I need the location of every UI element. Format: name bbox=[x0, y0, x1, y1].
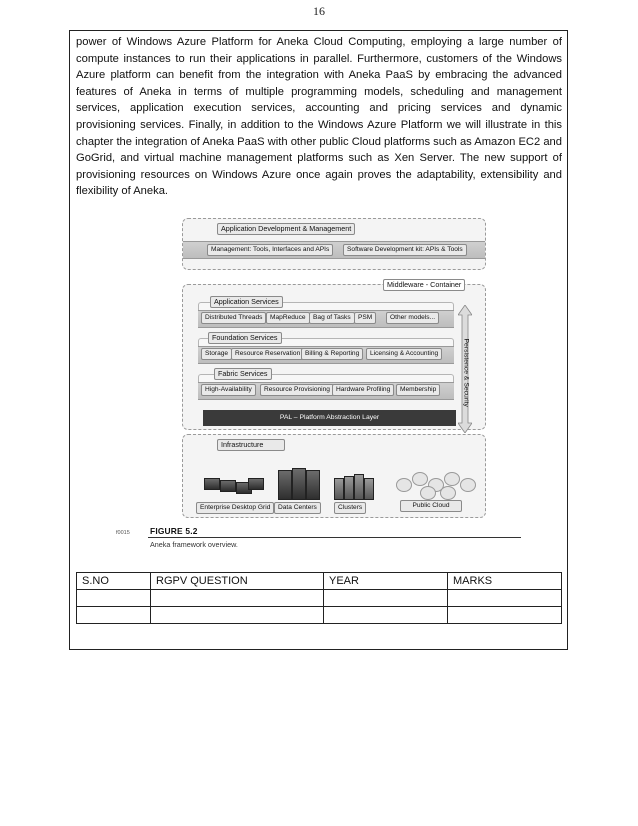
header-rgpv-question: RGPV QUESTION bbox=[151, 573, 324, 590]
foundation-services-title: Foundation Services bbox=[208, 332, 282, 344]
app-dev-item-management: Management: Tools, Interfaces and APIs bbox=[207, 244, 333, 256]
table-cell bbox=[151, 607, 324, 624]
fabric-service-membership: Membership bbox=[396, 384, 440, 396]
body-text bbox=[76, 34, 562, 200]
header-year: YEAR bbox=[324, 573, 448, 590]
pal-bar: PAL – Platform Abstraction Layer bbox=[203, 410, 456, 426]
figure-rule bbox=[148, 537, 521, 538]
table-cell bbox=[448, 590, 562, 607]
table-cell bbox=[324, 590, 448, 607]
app-service-distributed-threads: Distributed Threads bbox=[201, 312, 266, 324]
persistence-security-label: Persistence & Security bbox=[462, 338, 470, 407]
infra-item-data-centers: Data Centers bbox=[274, 502, 321, 514]
app-service-mapreduce: MapReduce bbox=[266, 312, 310, 324]
app-service-psm: PSM bbox=[354, 312, 376, 324]
foundation-service-billing-reporting: Billing & Reporting bbox=[301, 348, 363, 360]
app-dev-layer bbox=[182, 218, 486, 270]
table-row bbox=[77, 607, 562, 624]
fabric-services-title: Fabric Services bbox=[214, 368, 272, 380]
rgpv-question-table bbox=[76, 572, 562, 624]
table-header-row bbox=[77, 573, 562, 590]
infra-item-enterprise-desktop-grid: Enterprise Desktop Grid bbox=[196, 502, 274, 514]
app-dev-item-sdk: Software Development kit: APIs & Tools bbox=[343, 244, 467, 256]
middleware-label: Middleware - Container bbox=[383, 279, 465, 291]
foundation-service-resource-reservation: Resource Reservation bbox=[231, 348, 304, 360]
table-cell bbox=[448, 607, 562, 624]
page-number: 16 bbox=[313, 4, 325, 18]
figure-title: FIGURE 5.2 bbox=[150, 526, 198, 536]
figure-caption: Aneka framework overview. bbox=[150, 540, 238, 549]
app-service-other-models: Other models... bbox=[386, 312, 439, 324]
foundation-service-licensing-accounting: Licensing & Accounting bbox=[366, 348, 442, 360]
table-row bbox=[77, 590, 562, 607]
app-dev-title: Application Development & Management bbox=[217, 223, 355, 235]
table-cell bbox=[77, 607, 151, 624]
header-sno: S.NO bbox=[77, 573, 151, 590]
table-cell bbox=[77, 590, 151, 607]
table-cell bbox=[151, 590, 324, 607]
table-cell bbox=[324, 607, 448, 624]
application-services-title: Application Services bbox=[210, 296, 283, 308]
aneka-framework-figure bbox=[110, 212, 540, 552]
fabric-service-resource-provisioning: Resource Provisioning bbox=[260, 384, 334, 396]
header-marks: MARKS bbox=[448, 573, 562, 590]
infra-item-public-cloud: Public Cloud bbox=[400, 500, 462, 512]
foundation-service-storage: Storage bbox=[201, 348, 232, 360]
body-paragraph: power of Windows Azure Platform for Aneka Cloud Computing, employing a large number of compute instances to run their applications in parallel. Furthermore, customers of the Windows Azure platform can benefit from the integration with Aneka PaaS by embracing the advanced features of Aneka in terms of multiple programming models, scheduling and management services, application execution services, accounting and pricing services and dynamic provisioning services. Finally, in addition to the Windows Azure Platform we will illustrate in this chapter the integration of Aneka PaaS with other public Cloud platforms such as Amazon EC2 and GoGrid, and virtual machine management platforms such as Xen Server. The new support of provisioning resources on Windows Azure once again proves the adaptability, extensibility and flexibility of Aneka. bbox=[76, 36, 562, 198]
app-service-bag-of-tasks: Bag of Tasks bbox=[309, 312, 355, 324]
figure-id: f0015 bbox=[116, 530, 130, 536]
infra-item-clusters: Clusters bbox=[334, 502, 366, 514]
infrastructure-title: Infrastructure bbox=[217, 439, 285, 451]
fabric-service-hardware-profiling: Hardware Profiling bbox=[332, 384, 394, 396]
fabric-service-high-availability: High-Availability bbox=[201, 384, 256, 396]
